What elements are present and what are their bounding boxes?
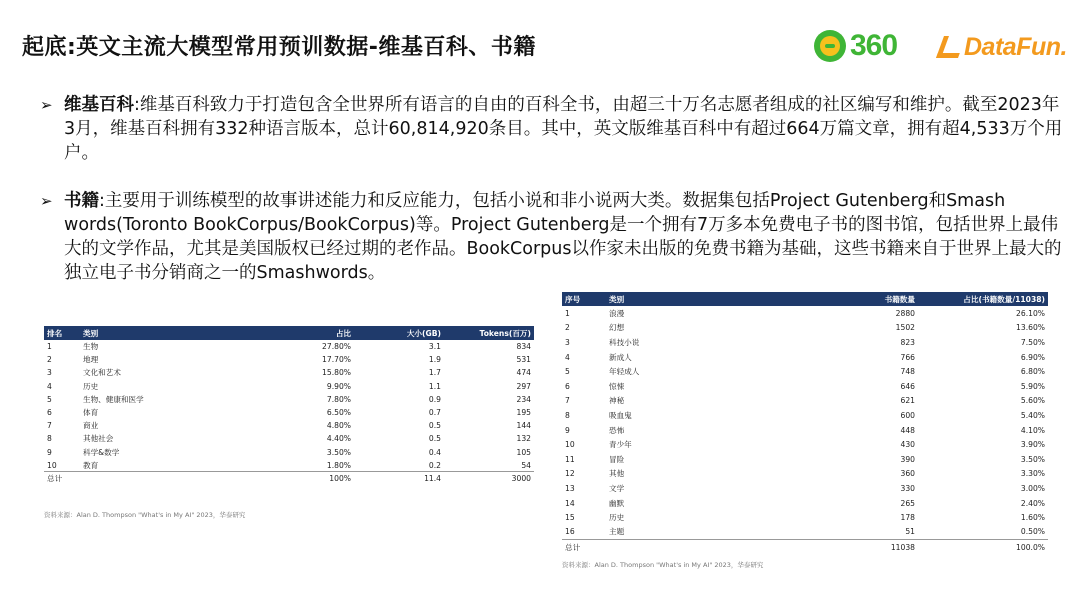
table-cell: 9.90% [326, 381, 351, 391]
bullet-wikipedia-label: 维基百科 [64, 95, 134, 115]
table-cell: 4.10% [1020, 425, 1045, 435]
table-cell: 3.50% [326, 447, 351, 457]
table-cell [606, 540, 828, 555]
table-cell: 历史 [609, 513, 625, 523]
table-cell: 834 [516, 342, 531, 352]
table-row [562, 408, 1048, 423]
logo-datafun [940, 30, 1070, 64]
table-cell: 主题 [609, 527, 625, 537]
bullet-books-label: 书籍 [64, 191, 99, 211]
arrow-bullet-icon: ➢ [40, 192, 53, 210]
table-cell: 1.80% [326, 460, 351, 470]
table-cell: 2.40% [1020, 498, 1045, 508]
table-cell: 4.40% [326, 434, 351, 444]
table-cell: 商业 [83, 421, 99, 431]
table-cell: 0.50% [1020, 527, 1045, 537]
table-cell: 748 [900, 367, 915, 377]
table-cell: 神秘 [609, 396, 625, 406]
table-cell: 474 [516, 368, 531, 378]
table-cell: 100% [274, 472, 354, 485]
table-cell: 0.9 [428, 394, 441, 404]
table-cell: 1502 [895, 323, 915, 333]
table-cell: 5.40% [1020, 410, 1045, 420]
table-cell: 234 [516, 394, 531, 404]
bullet-books [40, 189, 1064, 285]
table-cell: 生物、健康和医学 [83, 394, 144, 404]
table-cell: 文化和艺术 [83, 368, 121, 378]
table-cell: 3 [47, 368, 52, 378]
table-row [562, 321, 1048, 336]
table-cell: 其他社会 [83, 434, 114, 444]
table-cell: 新成人 [609, 352, 632, 362]
table-row [44, 446, 534, 459]
table-cell: 823 [900, 337, 915, 347]
logo-360-mark-icon [814, 30, 846, 62]
table-cell: 16 [565, 527, 575, 537]
table-cell: 1 [47, 342, 52, 352]
table-cell: 51 [905, 527, 915, 537]
table-cell: 年轻成人 [609, 367, 640, 377]
table-row [44, 353, 534, 366]
logo-datafun-text: DataFun. [964, 32, 1067, 61]
column-header: 书籍数量 [828, 292, 918, 306]
table-cell: 26.10% [1016, 308, 1045, 318]
table-cell: 0.4 [428, 447, 441, 457]
table-cell: 地理 [83, 355, 99, 365]
table-cell: 3.50% [1020, 454, 1045, 464]
books-category-table [562, 292, 1048, 554]
table-cell: 幻想 [609, 323, 625, 333]
table-row [44, 432, 534, 445]
logo-360-text: 360 [850, 29, 898, 62]
table-cell: 惊悚 [609, 381, 625, 391]
table-cell: 430 [900, 440, 915, 450]
table-row [562, 467, 1048, 482]
table-row [562, 437, 1048, 452]
table-cell: 0.7 [428, 408, 441, 418]
table-cell: 科学&数学 [83, 447, 120, 457]
table-cell: 7.80% [326, 394, 351, 404]
table-row [44, 393, 534, 406]
column-header: Tokens(百万) [444, 326, 534, 340]
table-row [562, 481, 1048, 496]
table-row [44, 406, 534, 419]
table-row [44, 380, 534, 393]
table-row [562, 306, 1048, 321]
table-cell: 9 [47, 447, 52, 457]
bullet-wikipedia-body: :维基百科致力于打造包含全世界所有语言的自由的百科全书，由超三十万名志愿者组成的社区编写和维护。截至2023年3月，维基百科拥有332种语言版本，总计60,814,920条目。其中，英文版维基百科中有超过664万篇文章，拥有超4,533万个用户。 [64, 95, 1063, 163]
table-cell: 27.80% [322, 342, 351, 352]
slide-title: 起底:英文主流大模型常用预训数据-维基百科、书籍 [22, 35, 536, 60]
table-cell: 3000 [444, 472, 534, 485]
column-header: 序号 [562, 292, 606, 306]
table-row [44, 340, 534, 353]
table-header-row [562, 292, 1048, 306]
table-row [562, 350, 1048, 365]
table-cell: 吸血鬼 [609, 410, 632, 420]
table-cell: 3.1 [428, 342, 441, 352]
table-cell: 448 [900, 425, 915, 435]
table-cell: 2 [47, 355, 52, 365]
table-cell: 144 [516, 421, 531, 431]
table-cell: 2880 [895, 308, 915, 318]
table-cell: 13 [565, 483, 575, 493]
table-row [562, 364, 1048, 379]
table-row [562, 496, 1048, 511]
table-cell: 10 [47, 460, 57, 470]
table-cell: 5 [47, 394, 52, 404]
table-cell: 360 [900, 469, 915, 479]
table-cell: 0.5 [428, 434, 441, 444]
table-cell: 297 [516, 381, 531, 391]
column-header: 大小(GB) [354, 326, 444, 340]
table-cell: 总计 [44, 472, 80, 485]
table-cell: 0.5 [428, 421, 441, 431]
table-cell: 12 [565, 469, 575, 479]
table-cell: 教育 [83, 460, 99, 470]
table-cell [80, 472, 274, 485]
table-cell: 7 [565, 396, 570, 406]
table-cell: 11.4 [354, 472, 444, 485]
table-cell: 科技小说 [609, 337, 640, 347]
table-cell: 621 [900, 396, 915, 406]
table-cell: 幽默 [609, 498, 625, 508]
logo-datafun-mark-icon [936, 36, 966, 58]
table-cell: 6 [47, 408, 52, 418]
table-cell: 体育 [83, 408, 99, 418]
wikipedia-category-table [44, 326, 534, 485]
column-header: 类别 [606, 292, 828, 306]
table-cell: 4 [565, 352, 570, 362]
table-cell: 54 [521, 460, 531, 470]
table-row [562, 394, 1048, 409]
table-cell: 132 [516, 434, 531, 444]
table-cell: 1.60% [1020, 513, 1045, 523]
table-row [562, 510, 1048, 525]
column-header: 占比 [274, 326, 354, 340]
table-header-row [44, 326, 534, 340]
books-table-source: 资料来源：Alan D. Thompson "What's in My AI" 2023，华泰研究 [562, 561, 764, 569]
table-cell: 5.60% [1020, 396, 1045, 406]
table-cell: 历史 [83, 381, 99, 391]
column-header: 占比(书籍数量/11038) [918, 292, 1048, 306]
table-cell: 6 [565, 381, 570, 391]
table-cell: 5.90% [1020, 381, 1045, 391]
table-cell: 17.70% [322, 355, 351, 365]
table-cell: 7 [47, 421, 52, 431]
table-cell: 600 [900, 410, 915, 420]
table-row [562, 335, 1048, 350]
table-cell: 0.2 [428, 460, 441, 470]
table-cell: 1.9 [428, 355, 441, 365]
table-row [44, 459, 534, 472]
table-row [562, 525, 1048, 540]
table-cell: 195 [516, 408, 531, 418]
table-cell: 1.1 [428, 381, 441, 391]
table-cell: 文学 [609, 483, 625, 493]
table-cell: 恐怖 [609, 425, 625, 435]
table-cell: 766 [900, 352, 915, 362]
table-cell: 7.50% [1020, 337, 1045, 347]
table-cell: 浪漫 [609, 308, 625, 318]
table-cell: 1.7 [428, 368, 441, 378]
table-cell: 生物 [83, 342, 99, 352]
table-cell: 1 [565, 308, 570, 318]
bullet-books-text [64, 189, 1064, 285]
table-cell: 总计 [562, 540, 606, 555]
table-cell: 646 [900, 381, 915, 391]
table-cell: 冒险 [609, 454, 625, 464]
table-cell: 10 [565, 440, 575, 450]
table-cell: 其他 [609, 469, 625, 479]
table-cell: 青少年 [609, 440, 632, 450]
table-cell: 14 [565, 498, 575, 508]
arrow-bullet-icon: ➢ [40, 96, 53, 114]
table-cell: 9 [565, 425, 570, 435]
logo-360 [814, 28, 929, 64]
table-cell: 265 [900, 498, 915, 508]
bullet-books-body: :主要用于训练模型的故事讲述能力和反应能力，包括小说和非小说两大类。数据集包括Project Gutenberg和Smash words(Toronto BookCorpus/BookCorpus)等。Project Gutenberg是一个拥有7万多本免费电子书的图书馆，包括世界上最伟大的文学作品，尤其是美国版权已经过期的老作品。BookCorpus以作家未出版的免费书籍为基础，这些书籍来自于世界上最大的独立电子书分销商之一的Smashwords。 [64, 191, 1062, 283]
table-total-row [562, 540, 1048, 555]
table-row [562, 379, 1048, 394]
table-cell: 6.80% [1020, 367, 1045, 377]
table-cell: 2 [565, 323, 570, 333]
table-cell: 11 [565, 454, 575, 464]
table-cell: 178 [900, 513, 915, 523]
table-row [44, 366, 534, 379]
table-cell: 390 [900, 454, 915, 464]
table-cell: 105 [516, 447, 531, 457]
table-cell: 100.0% [918, 540, 1048, 555]
table-row [562, 423, 1048, 438]
table-cell: 8 [565, 410, 570, 420]
table-cell: 11038 [828, 540, 918, 555]
wikipedia-table-source: 资料来源：Alan D. Thompson "What's in My AI" 2023，华泰研究 [44, 511, 246, 519]
table-cell: 15.80% [322, 368, 351, 378]
table-cell: 3 [565, 337, 570, 347]
table-cell: 531 [516, 355, 531, 365]
table-cell: 8 [47, 434, 52, 444]
table-cell: 330 [900, 483, 915, 493]
column-header: 排名 [44, 326, 80, 340]
bullet-wikipedia [40, 93, 1064, 165]
table-total-row [44, 472, 534, 485]
bullet-wikipedia-text [64, 93, 1064, 165]
table-row [44, 419, 534, 432]
table-cell: 13.60% [1016, 323, 1045, 333]
table-cell: 6.50% [326, 408, 351, 418]
table-cell: 15 [565, 513, 575, 523]
table-cell: 4.80% [326, 421, 351, 431]
table-cell: 3.30% [1020, 469, 1045, 479]
table-cell: 5 [565, 367, 570, 377]
table-cell: 6.90% [1020, 352, 1045, 362]
column-header: 类别 [80, 326, 274, 340]
table-cell: 4 [47, 381, 52, 391]
table-cell: 3.00% [1020, 483, 1045, 493]
table-cell: 3.90% [1020, 440, 1045, 450]
table-row [562, 452, 1048, 467]
